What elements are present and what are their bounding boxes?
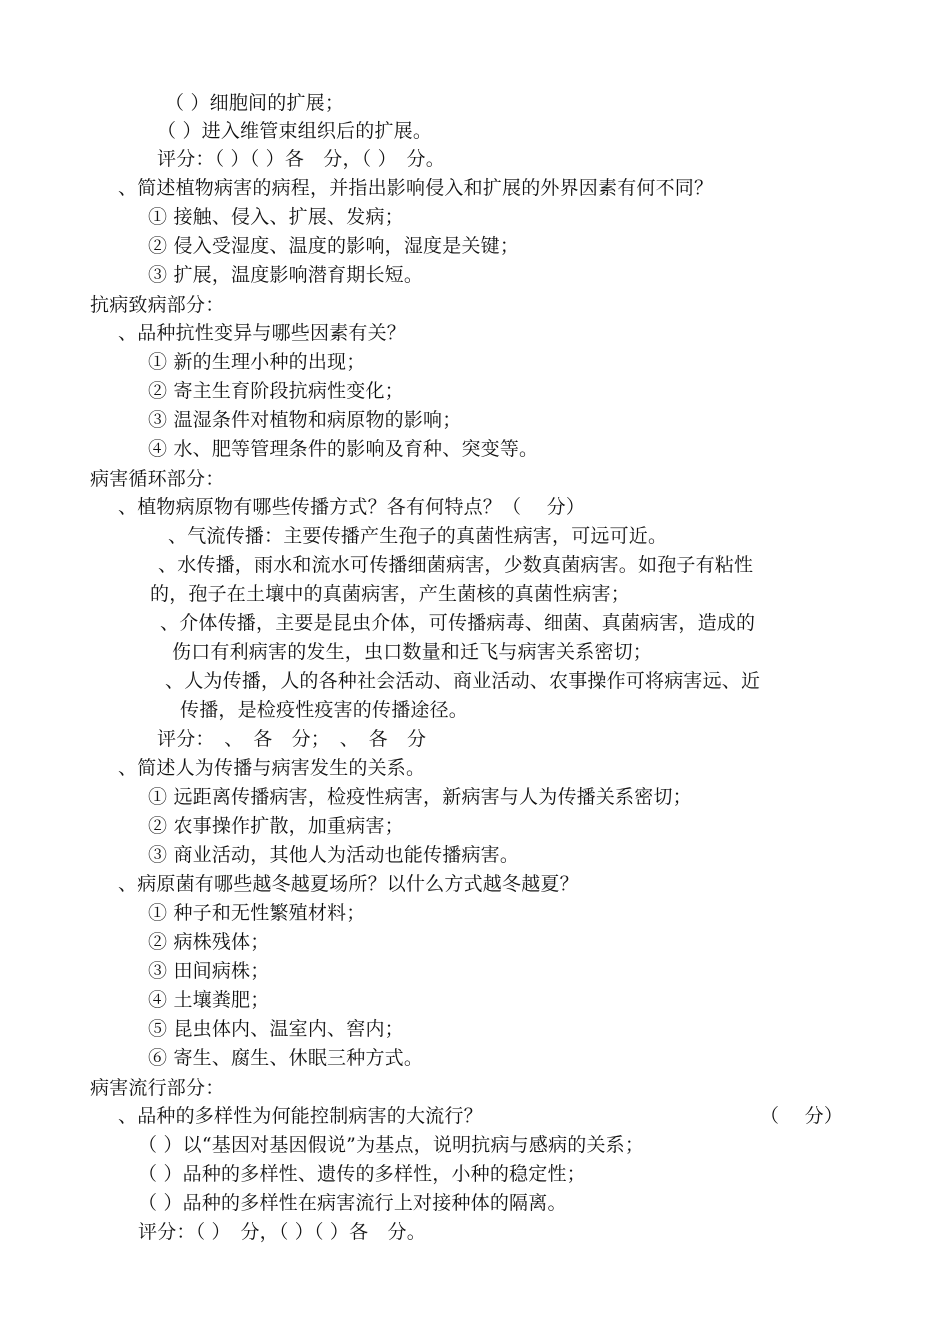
answer-item: ⑤ 昆虫体内、温室内、窖内； [148,1018,404,1040]
question-line: 、病原菌有哪些越冬越夏场所？以什么方式越冬越夏？ [118,873,579,895]
score-tag: （ 分） [760,1105,844,1127]
question-line: 、简述植物病害的病程，并指出影响侵入和扩展的外界因素有何不同？ [118,177,714,199]
answer-item: ④ 土壤粪肥； [148,989,270,1011]
score-line: 评分：（ ）（ ）各 分，（ ） 分。 [157,148,445,170]
section-heading: 抗病致病部分： [90,294,225,316]
answer-item: 、气流传播：主要传播产生孢子的真菌性病害，可远可近。 [168,525,668,547]
answer-item: （ ）品种的多样性、遗传的多样性，小种的稳定性； [138,1163,586,1185]
answer-item: ④ 水、肥等管理条件的影响及育种、突变等。 [148,438,539,460]
answer-item-continuation: 伤口有利病害的发生，虫口数量和迁飞与病害关系密切； [172,641,653,663]
answer-item: ① 新的生理小种的出现； [148,351,366,373]
answer-item: ② 农事操作扩散，加重病害； [148,815,404,837]
text-line: （ ）细胞间的扩展； [165,92,345,114]
question-line: 、品种的多样性为何能控制病害的大流行？ [118,1105,483,1127]
answer-item: ① 远距离传播病害，检疫性病害，新病害与人为传播关系密切； [148,786,692,808]
section-heading: 病害循环部分： [90,468,225,490]
answer-item: ③ 扩展，温度影响潜育期长短。 [148,264,424,286]
answer-item: ③ 田间病株； [148,960,270,982]
answer-item: 、水传播，雨水和流水可传播细菌病害，少数真菌病害。如孢子有粘性 [158,554,754,576]
answer-item: （ ）以“基因对基因假说”为基点，说明抗病与感病的关系； [138,1134,645,1156]
answer-item: 、介体传播，主要是昆虫介体，可传播病毒、细菌、真菌病害，造成的 [160,612,756,634]
answer-item: ③ 商业活动，其他人为活动也能传播病害。 [148,844,520,866]
score-line: 评分： 、 各 分； 、 各 分 [157,728,427,750]
answer-item: ② 寄主生育阶段抗病性变化； [148,380,404,402]
score-line: 评分：（ ） 分，（ ）（ ）各 分。 [138,1221,426,1243]
answer-item-continuation: 的，孢子在土壤中的真菌病害，产生菌核的真菌性病害； [150,583,631,605]
question-line: 、品种抗性变异与哪些因素有关？ [118,322,407,344]
text-line: （ ）进入维管束组织后的扩展。 [157,120,433,142]
answer-item: ① 种子和无性繁殖材料； [148,902,366,924]
answer-item: ② 侵入受湿度、温度的影响，湿度是关键； [148,235,520,257]
answer-item: 、人为传播，人的各种社会活动、商业活动、农事操作可将病害远、近 [165,670,761,692]
section-heading: 病害流行部分： [90,1077,225,1099]
answer-item: ③ 温湿条件对植物和病原物的影响； [148,409,462,431]
answer-item-continuation: 传播，是检疫性疫害的传播途径。 [180,699,469,721]
answer-item: （ ）品种的多样性在病害流行上对接种体的隔离。 [138,1192,567,1214]
answer-item: ① 接触、侵入、扩展、发病； [148,206,404,228]
answer-item: ② 病株残体； [148,931,270,953]
answer-item: ⑥ 寄生、腐生、休眠三种方式。 [148,1047,424,1069]
question-line: 、简述人为传播与病害发生的关系。 [118,757,426,779]
question-line: 、植物病原物有哪些传播方式？各有何特点？（ 分） [118,496,586,518]
